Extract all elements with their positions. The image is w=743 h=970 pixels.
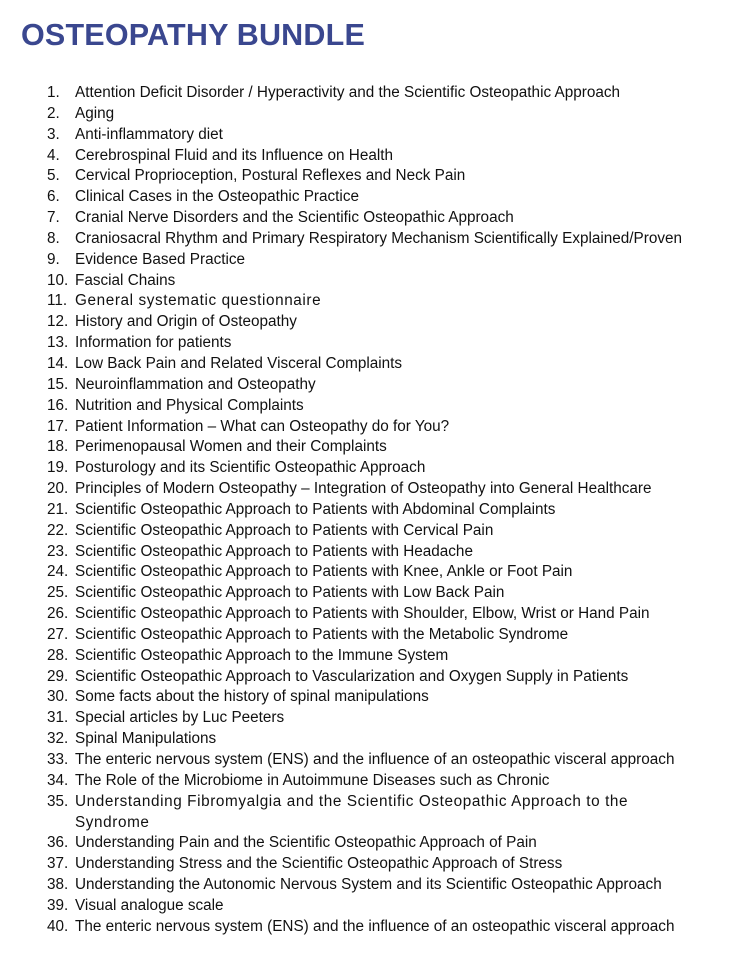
item-title: History and Origin of Osteopathy bbox=[75, 313, 297, 331]
item-number: 40. bbox=[47, 917, 69, 935]
item-number: 26. bbox=[47, 605, 69, 623]
item-number: 34. bbox=[47, 771, 69, 789]
item-number: 32. bbox=[47, 730, 69, 748]
item-number: 8. bbox=[47, 229, 60, 247]
list-item bbox=[0, 687, 743, 708]
item-number: 19. bbox=[47, 459, 69, 477]
item-number: 13. bbox=[47, 334, 69, 352]
item-number: 12. bbox=[47, 313, 69, 331]
list-item bbox=[0, 542, 743, 563]
item-title: The enteric nervous system (ENS) and the influence of an osteopathic visceral approach bbox=[75, 751, 675, 768]
item-title: Attention Deficit Disorder / Hyperactivity and the Scientific Osteopathic Approach bbox=[75, 84, 621, 101]
list-item bbox=[0, 458, 743, 479]
item-number: 5. bbox=[47, 167, 60, 185]
list-item bbox=[0, 729, 743, 750]
item-title: Information for patients bbox=[75, 334, 232, 352]
item-title: Scientific Osteopathic Approach to Patients with Abdominal Complaints bbox=[75, 500, 556, 518]
item-title: Perimenopausal Women and their Complaints bbox=[75, 438, 387, 456]
item-title: Visual analogue scale bbox=[75, 896, 224, 914]
item-title: Patient Information – What can Osteopathy do for You? bbox=[75, 417, 450, 435]
list-item bbox=[0, 896, 743, 917]
list-item bbox=[0, 125, 743, 146]
item-title: Aging bbox=[75, 104, 115, 122]
list-item bbox=[0, 166, 743, 187]
item-number: 23. bbox=[47, 542, 69, 560]
item-number: 10. bbox=[47, 271, 69, 289]
item-number: 1. bbox=[47, 84, 60, 101]
item-title: Evidence Based Practice bbox=[75, 250, 246, 268]
item-number: 39. bbox=[47, 896, 69, 914]
item-number: 37. bbox=[47, 855, 69, 873]
list-item bbox=[0, 500, 743, 521]
item-number: 33. bbox=[47, 751, 69, 768]
list-item bbox=[0, 333, 743, 354]
item-title: Special articles by Luc Peeters bbox=[75, 709, 285, 727]
list-item bbox=[0, 375, 743, 396]
item-title: Understanding the Autonomic Nervous System and its Scientific Osteopathic Approach bbox=[75, 876, 662, 894]
list-item bbox=[0, 917, 743, 938]
list-item bbox=[0, 146, 743, 167]
item-number: 2. bbox=[47, 104, 60, 122]
item-title: Understanding Pain and the Scientific Osteopathic Approach of Pain bbox=[75, 834, 537, 852]
item-title: Scientific Osteopathic Approach to the Immune System bbox=[75, 646, 449, 664]
list-item bbox=[0, 417, 743, 438]
item-title: Neuroinflammation and Osteopathy bbox=[75, 375, 316, 393]
list-item bbox=[0, 187, 743, 208]
item-number: 14. bbox=[47, 354, 69, 372]
item-title: Scientific Osteopathic Approach to Patients with Cervical Pain bbox=[75, 521, 494, 539]
item-title: Low Back Pain and Related Visceral Complaints bbox=[75, 354, 403, 372]
item-number: 28. bbox=[47, 646, 69, 664]
item-title: Scientific Osteopathic Approach to Patients with Headache bbox=[75, 542, 473, 560]
item-number: 25. bbox=[47, 584, 69, 602]
list-item bbox=[0, 479, 743, 500]
item-title: Understanding Stress and the Scientific Osteopathic Approach of Stress bbox=[75, 855, 563, 873]
item-number: 3. bbox=[47, 125, 60, 143]
page-title: OSTEOPATHY BUNDLE bbox=[21, 18, 366, 52]
list-item bbox=[0, 875, 743, 896]
list-item bbox=[0, 667, 743, 688]
list-item bbox=[0, 396, 743, 417]
item-title: Understanding Fibromyalgia and the Scientific Osteopathic Approach to the Syndrome bbox=[75, 792, 629, 831]
item-number: 36. bbox=[47, 834, 69, 852]
list-item bbox=[0, 583, 743, 604]
item-title: Posturology and its Scientific Osteopathic Approach bbox=[75, 459, 426, 477]
item-title: Cranial Nerve Disorders and the Scientific Osteopathic Approach bbox=[75, 209, 514, 227]
list-item bbox=[0, 229, 743, 250]
item-number: 4. bbox=[47, 146, 60, 164]
list-item bbox=[0, 271, 743, 292]
item-number: 11. bbox=[47, 292, 68, 310]
list-item bbox=[0, 437, 743, 458]
item-title: The Role of the Microbiome in Autoimmune Diseases such as Chronic bbox=[75, 771, 550, 789]
item-title: Spinal Manipulations bbox=[75, 730, 217, 748]
item-number: 35. bbox=[47, 792, 69, 810]
item-number: 7. bbox=[47, 209, 60, 227]
item-number: 15. bbox=[47, 375, 69, 393]
list-item bbox=[0, 750, 743, 771]
list-item bbox=[0, 792, 743, 834]
list-item bbox=[0, 83, 743, 104]
item-number: 6. bbox=[47, 188, 60, 206]
item-number: 16. bbox=[47, 396, 69, 414]
item-number: 17. bbox=[47, 417, 69, 435]
item-number: 18. bbox=[47, 438, 69, 456]
item-number: 21. bbox=[47, 500, 69, 518]
list-item bbox=[0, 604, 743, 625]
list-item bbox=[0, 854, 743, 875]
item-number: 27. bbox=[47, 625, 69, 643]
item-title: Fascial Chains bbox=[75, 271, 176, 289]
item-number: 22. bbox=[47, 521, 69, 539]
bundle-list bbox=[0, 83, 743, 938]
item-title: The enteric nervous system (ENS) and the influence of an osteopathic visceral approach bbox=[75, 917, 675, 935]
list-item bbox=[0, 708, 743, 729]
item-number: 30. bbox=[47, 688, 69, 706]
item-title: Nutrition and Physical Complaints bbox=[75, 396, 304, 414]
list-item bbox=[0, 312, 743, 333]
item-title: Cervical Proprioception, Postural Reflexes and Neck Pain bbox=[75, 167, 466, 185]
item-number: 38. bbox=[47, 876, 69, 894]
list-item bbox=[0, 250, 743, 271]
list-item bbox=[0, 625, 743, 646]
item-title: Principles of Modern Osteopathy – Integration of Osteopathy into General Healthcare bbox=[75, 480, 652, 498]
item-title: Scientific Osteopathic Approach to Vascularization and Oxygen Supply in Patients bbox=[75, 667, 629, 685]
list-item bbox=[0, 208, 743, 229]
list-item bbox=[0, 521, 743, 542]
item-title: Clinical Cases in the Osteopathic Practice bbox=[75, 188, 359, 206]
list-item bbox=[0, 354, 743, 375]
item-title: Scientific Osteopathic Approach to Patients with the Metabolic Syndrome bbox=[75, 625, 569, 643]
item-title: Anti-inflammatory diet bbox=[75, 125, 223, 143]
item-title: Craniosacral Rhythm and Primary Respiratory Mechanism Scientifically Explained/Proven bbox=[75, 229, 683, 247]
list-item bbox=[0, 771, 743, 792]
list-item bbox=[0, 291, 743, 312]
list-item bbox=[0, 646, 743, 667]
list-item bbox=[0, 833, 743, 854]
list-item bbox=[0, 562, 743, 583]
item-title: Scientific Osteopathic Approach to Patients with Knee, Ankle or Foot Pain bbox=[75, 563, 573, 581]
item-title: General systematic questionnaire bbox=[75, 292, 322, 310]
item-title: Cerebrospinal Fluid and its Influence on Health bbox=[75, 146, 394, 164]
item-title: Some facts about the history of spinal manipulations bbox=[75, 688, 429, 706]
item-title: Scientific Osteopathic Approach to Patients with Shoulder, Elbow, Wrist or Hand Pain bbox=[75, 605, 650, 623]
item-title: Scientific Osteopathic Approach to Patients with Low Back Pain bbox=[75, 584, 505, 602]
list-item bbox=[0, 104, 743, 125]
item-number: 29. bbox=[47, 667, 69, 685]
item-number: 20. bbox=[47, 480, 69, 498]
item-number: 24. bbox=[47, 563, 69, 581]
item-number: 9. bbox=[47, 250, 60, 268]
item-number: 31. bbox=[47, 709, 69, 727]
